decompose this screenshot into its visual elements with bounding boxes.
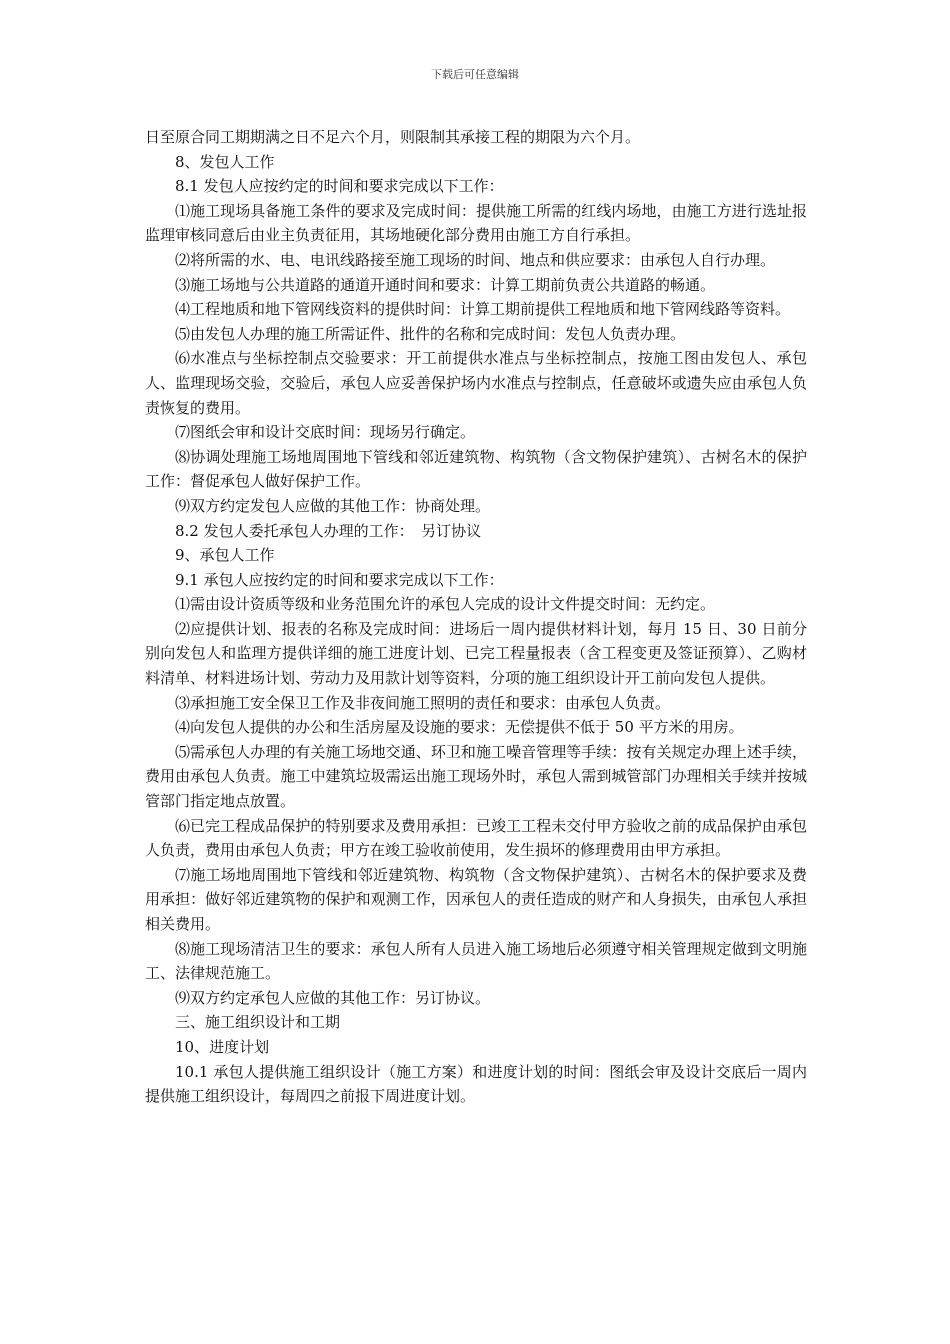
list-item: ⑸需承包人办理的有关施工场地交通、环卫和施工噪音管理等手续：按有关规定办理上述手续，费用由承包人负责。施工中建筑垃圾需运出施工现场外时，承包人需到城管部门办理相关手续并按城管部门指定地点放置。	[145, 742, 807, 811]
list-item: ⑹水准点与坐标控制点交验要求：开工前提供水准点与坐标控制点，按施工图由发包人、承包人、监理现场交验，交验后，承包人应妥善保护场内水准点与控制点，任意破坏或遗失应由承包人负责恢复的费用。	[145, 349, 807, 417]
list-item: ⑷工程地质和地下管网线资料的提供时间：计算工期前提供工程地质和地下管网线路等资料。	[175, 300, 791, 319]
paragraph: 8.1 发包人应按约定的时间和要求完成以下工作：	[175, 177, 504, 196]
list-item: ⑻施工现场清洁卫生的要求：承包人所有人员进入施工场地后必须遵守相关管理规定做到文明施工、法律规范施工。	[145, 939, 807, 983]
list-item: ⑵将所需的水、电、电讯线路接至施工现场的时间、地点和供应要求：由承包人自行办理。	[175, 250, 776, 269]
list-item: ⑷向发包人提供的办公和生活房屋及设施的要求：无偿提供不低于 50 平方米的用房。	[175, 718, 744, 737]
list-item: ⑶施工场地与公共道路的通道开通时间和要求：计算工期前负责公共道路的畅通。	[175, 275, 716, 294]
section-heading: 10、进度计划	[175, 1037, 270, 1056]
page-header: 下载后可任意编辑	[431, 68, 519, 81]
document-body	[145, 125, 807, 1109]
chapter-heading: 三、施工组织设计和工期	[175, 1013, 341, 1032]
list-item: ⑼双方约定发包人应做的其他工作：协商处理。	[175, 496, 491, 515]
paragraph: 8.2 发包人委托承包人办理的工作： 另订协议	[175, 521, 482, 540]
paragraph: 日至原合同工期期满之日不足六个月，则限制其承接工程的期限为六个月。	[145, 128, 641, 146]
list-item: ⑹已完工程成品保护的特别要求及费用承担：已竣工工程未交付甲方验收之前的成品保护由承包人负责，费用由承包人负责；甲方在竣工验收前使用，发生损坏的修理费用由甲方承担。	[145, 816, 807, 860]
list-item: ⑴需由设计资质等级和业务范围允许的承包人完成的设计文件提交时间：无约定。	[175, 595, 716, 614]
list-item: ⑼双方约定承包人应做的其他工作：另订协议。	[175, 988, 491, 1007]
list-item: ⑵应提供计划、报表的名称及完成时间：进场后一周内提供材料计划，每月 15 日、30 日前分别向发包人和监理方提供详细的施工进度计划、已完工程量报表（含工程变更及签证预算）、乙购材料清单、材料进场计划、劳动力及用款计划等资料，分项的施工组织设计开工前向发包人提供。	[145, 619, 807, 688]
section-heading: 9、承包人工作	[175, 546, 275, 565]
list-item: ⑸由发包人办理的施工所需证件、批件的名称和完成时间：发包人负责办理。	[175, 324, 686, 343]
list-item: ⑶承担施工安全保卫工作及非夜间施工照明的责任和要求：由承包人负责。	[175, 693, 671, 712]
list-item: ⑺图纸会审和设计交底时间：现场另行确定。	[175, 423, 476, 442]
list-item: ⑺施工场地周围地下管线和邻近建筑物、构筑物（含文物保护建筑）、古树名木的保护要求及费用承担：做好邻近建筑物的保护和观测工作，因承包人的责任造成的财产和人身损失，由承包人承担相关费用。	[145, 865, 807, 933]
paragraph: 10.1 承包人提供施工组织设计（施工方案）和进度计划的时间：图纸会审及设计交底后一周内提供施工组织设计，每周四之前报下周进度计划。	[145, 1062, 807, 1106]
list-item: ⑻协调处理施工场地周围地下管线和邻近建筑物、构筑物（含文物保护建筑）、古树名木的保护工作：督促承包人做好保护工作。	[145, 447, 807, 491]
paragraph: 9.1 承包人应按约定的时间和要求完成以下工作：	[175, 570, 504, 589]
list-item: ⑴施工现场具备施工条件的要求及完成时间：提供施工所需的红线内场地，由施工方进行选址报监理审核同意后由业主负责征用，其场地硬化部分费用由施工方自行承担。	[145, 201, 807, 245]
section-heading: 8、发包人工作	[175, 152, 275, 171]
